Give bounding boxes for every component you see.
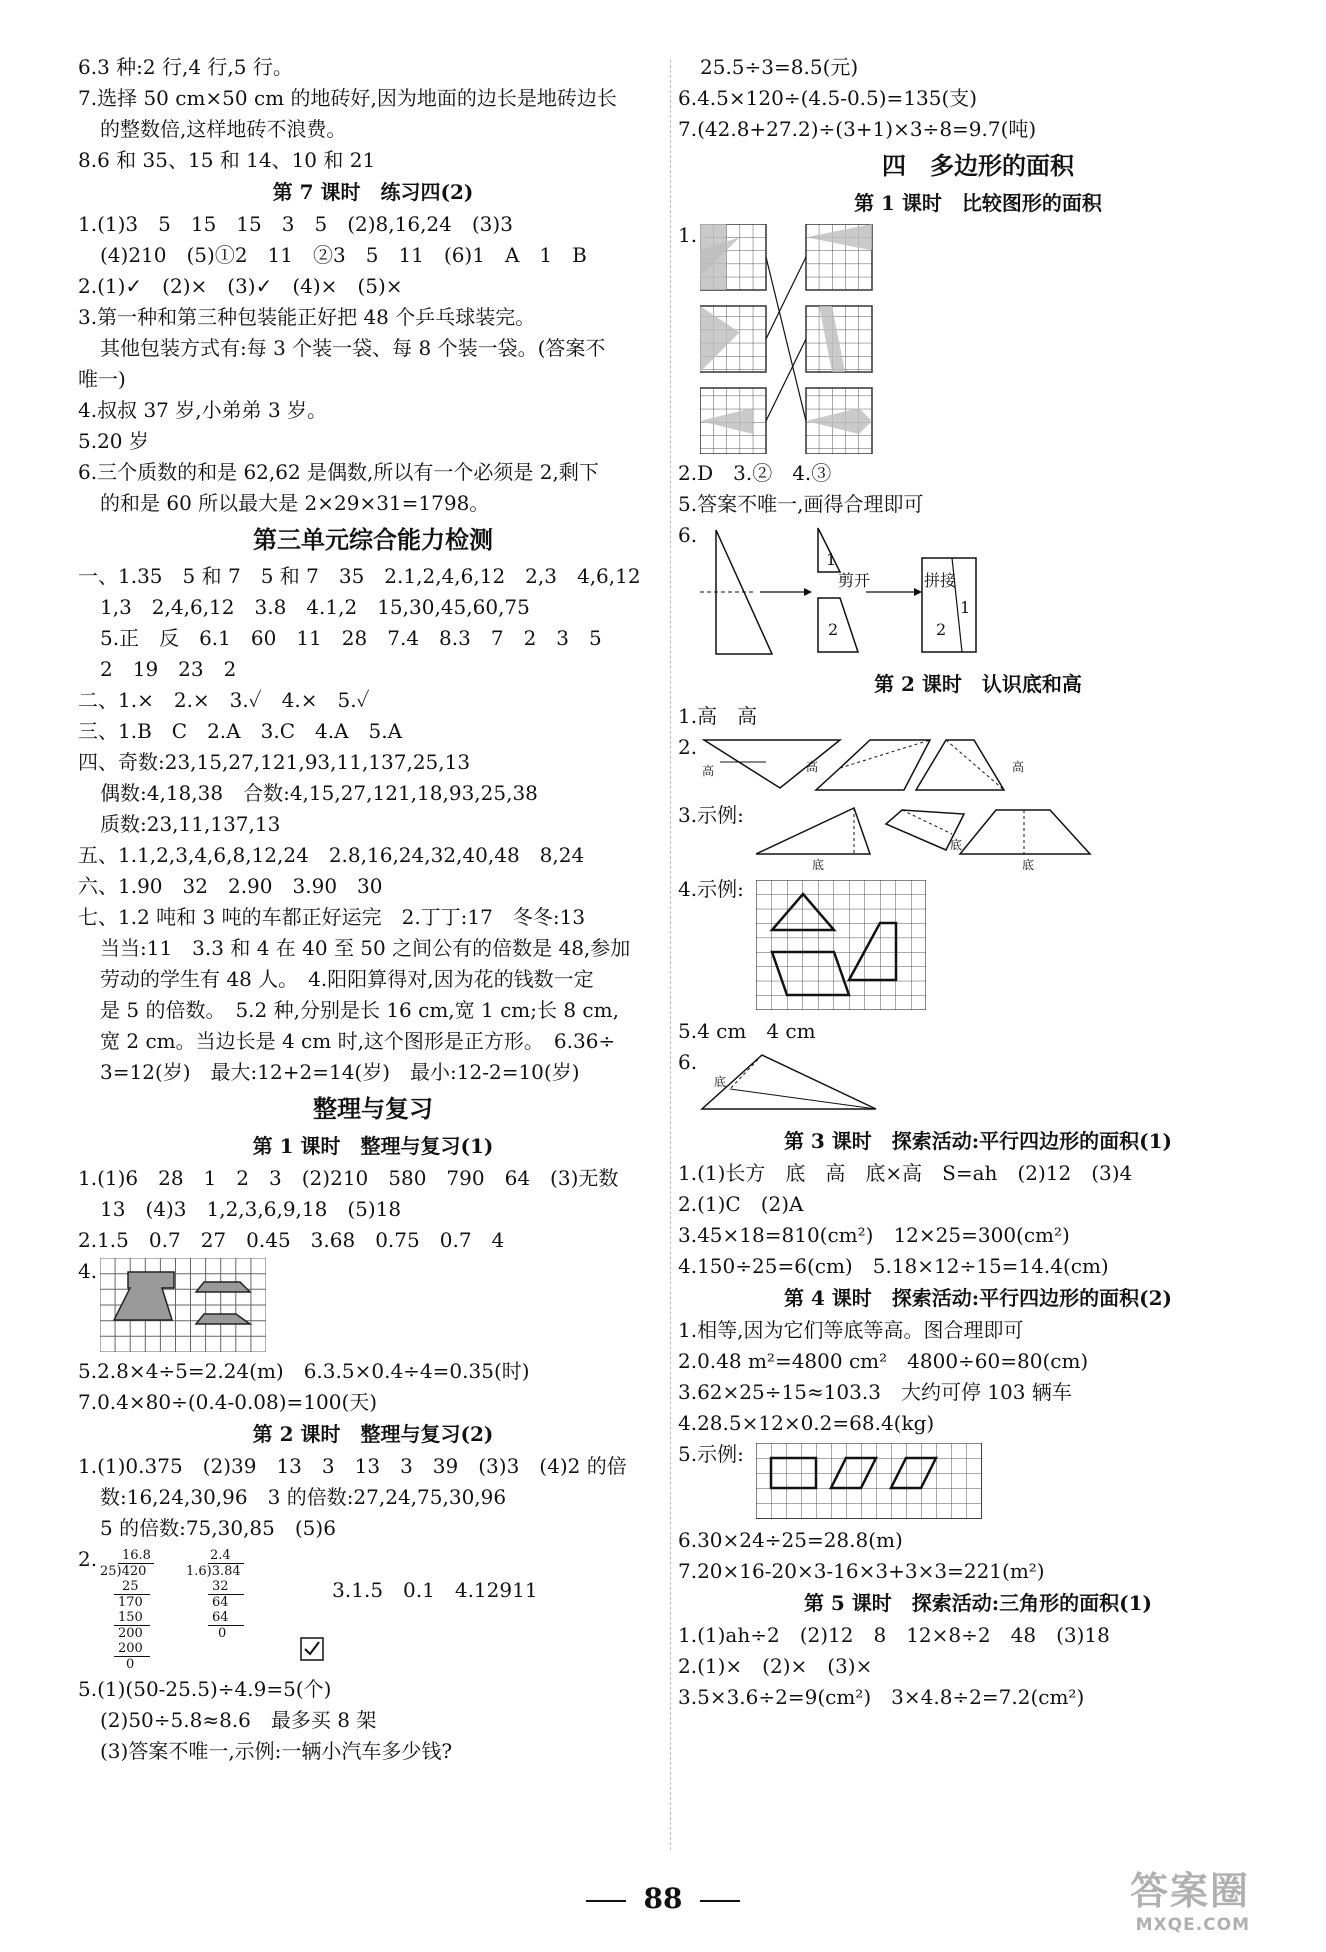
answer-line: 2.(1)C (2)A — [678, 1192, 804, 1216]
answer-line: 劳动的学生有 48 人。 4.阳阳算得对,因为花的钱数一定 — [100, 967, 594, 991]
div-line: 200 — [118, 1626, 143, 1641]
div-line: 200 — [118, 1641, 143, 1656]
piece-label-1: 1 — [826, 550, 837, 569]
height-figure-row — [678, 732, 1278, 800]
answer-line: 2.1.5 0.7 27 0.45 3.68 0.75 0.7 4 — [78, 1228, 505, 1252]
answer-line: 唯一) — [78, 367, 126, 391]
cut-label: 剪开 — [838, 571, 871, 590]
answer-line: 8.6 和 35、15 和 14、10 和 21 — [78, 148, 376, 172]
answer-line: 当当:11 3.3 和 4 在 40 至 50 之间公有的倍数是 48,参加 — [100, 936, 631, 960]
answer-line: 是 5 的倍数。 5.2 种,分别是长 16 cm,宽 1 cm;长 8 cm, — [100, 998, 619, 1022]
lesson-heading: 第 2 课时 认识底和高 — [874, 672, 1082, 696]
answer-line: 4.示例: — [678, 877, 744, 901]
lesson-heading: 第 5 课时 探索活动:三角形的面积(1) — [803, 1591, 1153, 1615]
answer-line: 3.62×25÷15≈103.3 大约可停 103 辆车 — [678, 1380, 1072, 1404]
matching-lines — [766, 257, 806, 421]
answer-line: 2.0.48 m²=4800 cm² 4800÷60=80(cm) — [678, 1349, 1089, 1373]
answer-line: 质数:23,11,137,13 — [100, 812, 281, 836]
long-division-row — [78, 1544, 668, 1674]
grid-5 — [700, 388, 766, 454]
grid-2 — [806, 224, 872, 290]
answer-line: 1.(1)0.375 (2)39 13 3 13 3 39 (3)3 (4)2 的倍 — [78, 1454, 627, 1478]
answer-line: 2.(1)× (2)× (3)× — [678, 1654, 873, 1678]
checkbox-checked-icon — [300, 1637, 324, 1661]
answer-line: 3.第一种和第三种包装能正好把 48 个乒乓球装完。 — [78, 305, 536, 329]
lesson-heading: 第 1 课时 比较图形的面积 — [854, 191, 1102, 215]
answer-line: 5.2.8×4÷5=2.24(m) 6.3.5×0.4÷4=0.35(时) — [78, 1359, 530, 1383]
question-number: 4. — [78, 1259, 98, 1283]
base-label: 底 — [1022, 858, 1035, 872]
answer-line: 2 19 23 2 — [100, 657, 237, 681]
base-height-figures — [700, 734, 1030, 798]
answer-line: 5.20 岁 — [78, 429, 149, 453]
answer-line: 的和是 60 所以最大是 2×29×31=1798。 — [100, 491, 490, 515]
grid-4 — [806, 306, 872, 372]
left-column — [78, 52, 668, 1767]
question-number: 6. — [678, 523, 698, 547]
div-line: 0 — [218, 1626, 227, 1641]
answer-line: 6.3 种:2 行,4 行,5 行。 — [78, 55, 293, 79]
matching-figure-row — [678, 220, 1278, 458]
piece-label-1: 1 — [960, 598, 971, 617]
answer-line: 3=12(岁) 最大:12+2=14(岁) 最小:12-2=10(岁) — [100, 1060, 580, 1084]
base-label: 底 — [812, 858, 825, 872]
lesson-heading: 第 4 课时 探索活动:平行四边形的面积(2) — [783, 1286, 1173, 1310]
answer-line: (2)50÷5.8≈8.6 最多买 8 架 — [100, 1708, 377, 1732]
answer-line: 1.(1)3 5 15 15 3 5 (2)8,16,24 (3)3 — [78, 212, 513, 236]
watermark-logo — [1130, 1860, 1250, 1935]
example-figure-row — [678, 800, 1278, 874]
answer-line: 偶数:4,18,38 合数:4,15,27,121,18,93,25,38 — [100, 781, 538, 805]
answer-line: 7.(42.8+27.2)÷(3+1)×3÷8=9.7(吨) — [678, 117, 1037, 141]
answer-line: 其他包装方式有:每 3 个装一袋、每 8 个装一袋。(答案不 — [100, 336, 606, 360]
area-matching-figure — [700, 224, 880, 454]
height-label: 高 — [702, 764, 715, 778]
question-number: 2. — [78, 1547, 98, 1571]
base-label: 底 — [950, 838, 963, 852]
height-label: 高 — [1012, 760, 1025, 774]
answer-line: 7.0.4×80÷(0.4-0.08)=100(天) — [78, 1390, 378, 1414]
grid-3 — [700, 306, 766, 372]
answer-line: 4.150÷25=6(cm) 5.18×12÷15=14.4(cm) — [678, 1254, 1109, 1278]
answer-text: 3.1.5 0.1 4.12911 — [332, 1578, 538, 1602]
div-line: 25)420 — [100, 1564, 147, 1579]
height-label: 高 — [806, 760, 819, 774]
answer-line: 的整数倍,这样地砖不浪费。 — [100, 117, 347, 141]
answer-line: 13 (4)3 1,2,3,6,9,18 (5)18 — [100, 1197, 402, 1221]
watermark-url: MXQE.COM — [1135, 1915, 1251, 1935]
base-label: 底 — [714, 1075, 727, 1089]
review-heading: 整理与复习 — [313, 1094, 433, 1123]
answer-line: 五、1.1,2,3,4,6,8,12,24 2.8,16,24,32,40,48 8,24 — [78, 843, 585, 867]
answer-line: 1.高 高 — [678, 704, 758, 728]
answer-line: 1.(1)ah÷2 (2)12 8 12×8÷2 48 (3)18 — [678, 1623, 1110, 1647]
piece-label-2: 2 — [828, 620, 839, 639]
answer-line: 宽 2 cm。当边长是 4 cm 时,这个图形是正方形。 6.36÷ — [100, 1029, 616, 1053]
div-line: 1.6)3.84 — [186, 1564, 241, 1579]
answer-line: 4.28.5×12×0.2=68.4(kg) — [678, 1411, 935, 1435]
answer-line: 5.(1)(50-25.5)÷4.9=5(个) — [78, 1677, 332, 1701]
page-number — [0, 1882, 1326, 1915]
answer-line: 二、1.× 2.× 3.✓ 4.× 5.✓ — [78, 688, 370, 712]
answer-line: 1.(1)6 28 1 2 3 (2)210 580 790 64 (3)无数 — [78, 1166, 619, 1190]
div-line: 32 — [212, 1579, 229, 1594]
answer-line: 3.45×18=810(cm²) 12×25=300(cm²) — [678, 1223, 1070, 1247]
unit-heading: 四 多边形的面积 — [882, 151, 1074, 180]
grid-example-row — [678, 874, 1278, 1016]
answer-line: 六、1.90 32 2.90 3.90 30 — [78, 874, 383, 898]
answer-line: 七、1.2 吨和 3 吨的车都正好运完 2.丁丁:17 冬冬:13 — [78, 905, 586, 929]
watermark-text: 答案圈 — [1130, 1869, 1251, 1913]
grid-1 — [700, 224, 766, 290]
answer-line: 数:16,24,30,96 3 的倍数:27,24,75,30,96 — [100, 1485, 507, 1509]
triangle-figure-row — [678, 1047, 1278, 1125]
shaded-shape — [114, 1272, 174, 1320]
answer-line: 5.正 反 6.1 60 11 28 7.4 8.3 7 2 3 5 — [100, 626, 602, 650]
answer-line: 5 的倍数:75,30,85 (5)6 — [100, 1516, 336, 1540]
join-label: 拼接 — [924, 571, 957, 590]
question-number: 2. — [678, 735, 698, 759]
question-number: 6. — [678, 1050, 698, 1074]
div-line: 0 — [126, 1657, 135, 1672]
answer-line: 5.4 cm 4 cm — [678, 1019, 816, 1043]
long-division-2 — [186, 1548, 256, 1641]
triangle-height-figure — [700, 1051, 880, 1117]
answer-line: 3.5×3.6÷2=9(cm²) 3×4.8÷2=7.2(cm²) — [678, 1685, 1085, 1709]
cut-and-join-row — [678, 520, 1278, 668]
answer-line: 2.(1)✓ (2)× (3)✓ (4)× (5)× — [78, 274, 403, 298]
answer-line: 7.20×16-20×3-16×3+3×3=221(m²) — [678, 1559, 1045, 1583]
page-number-text: 88 — [643, 1882, 683, 1915]
drawn-shapes-grid — [756, 880, 926, 1010]
div-line: 64 — [212, 1595, 229, 1610]
answer-line: 四、奇数:23,15,27,121,93,11,137,25,13 — [78, 750, 471, 774]
shaded-shape — [196, 1314, 250, 1324]
shaded-shape — [196, 1282, 250, 1292]
answer-line: 6.三个质数的和是 62,62 是偶数,所以有一个必须是 2,剩下 — [78, 460, 599, 484]
question-number: 1. — [678, 223, 698, 247]
div-line: 64 — [212, 1610, 229, 1625]
answer-line: (3)答案不唯一,示例:一辆小汽车多少钱? — [100, 1739, 453, 1763]
piece-label-2: 2 — [936, 620, 947, 639]
lesson-heading: 第 2 课时 整理与复习(2) — [252, 1422, 494, 1446]
equal-area-shapes-grid — [756, 1443, 982, 1519]
lesson-heading: 第 7 课时 练习四(2) — [272, 180, 474, 204]
answer-line: 三、1.B C 2.A 3.C 4.A 5.A — [78, 719, 403, 743]
cut-join-diagram — [700, 524, 980, 660]
answer-line: 1.相等,因为它们等底等高。图合理即可 — [678, 1318, 1024, 1342]
answer-line: 1.(1)长方 底 高 底×高 S=ah (2)12 (3)4 — [678, 1161, 1133, 1185]
answer-line — [294, 1544, 538, 1602]
grid-6 — [806, 388, 872, 454]
right-column — [678, 52, 1278, 1713]
answer-line: 4.叔叔 37 岁,小弟弟 3 岁。 — [78, 398, 328, 422]
div-line: 25 — [122, 1579, 139, 1594]
unit-test-heading: 第三单元综合能力检测 — [253, 525, 493, 554]
answer-line: 5.答案不唯一,画得合理即可 — [678, 492, 924, 516]
div-line: 2.4 — [210, 1548, 231, 1563]
lesson-heading: 第 3 课时 探索活动:平行四边形的面积(1) — [783, 1129, 1173, 1153]
grid-figure-row — [78, 1256, 668, 1356]
answer-line: 25.5÷3=8.5(元) — [700, 55, 859, 79]
answer-line: 7.选择 50 cm×50 cm 的地砖好,因为地面的边长是地砖边长 — [78, 86, 617, 110]
answer-line: 6.30×24÷25=28.8(m) — [678, 1528, 903, 1552]
div-line: 170 — [118, 1595, 143, 1610]
lesson-heading: 第 1 课时 整理与复习(1) — [252, 1134, 494, 1158]
answer-line: 一、1.35 5 和 7 5 和 7 35 2.1,2,4,6,12 2,3 4,6,12 — [78, 564, 641, 588]
answer-line: 6.4.5×120÷(4.5-0.5)=135(支) — [678, 86, 978, 110]
shape-grid-figure — [100, 1258, 266, 1352]
answer-line: 5.示例: — [678, 1442, 744, 1466]
answer-line: 3.示例: — [678, 803, 744, 827]
grid-example-row — [678, 1439, 1278, 1525]
div-line: 16.8 — [122, 1548, 151, 1563]
answer-line: 2.D 3.② 4.③ — [678, 461, 832, 485]
answer-line: (4)210 (5)①2 11 ②3 5 11 (6)1 A 1 B — [100, 243, 587, 267]
answer-line: 1,3 2,4,6,12 3.8 4.1,2 15,30,45,60,75 — [100, 595, 530, 619]
div-line: 150 — [118, 1610, 143, 1625]
column-divider — [670, 60, 671, 1850]
long-division-1 — [100, 1548, 170, 1672]
